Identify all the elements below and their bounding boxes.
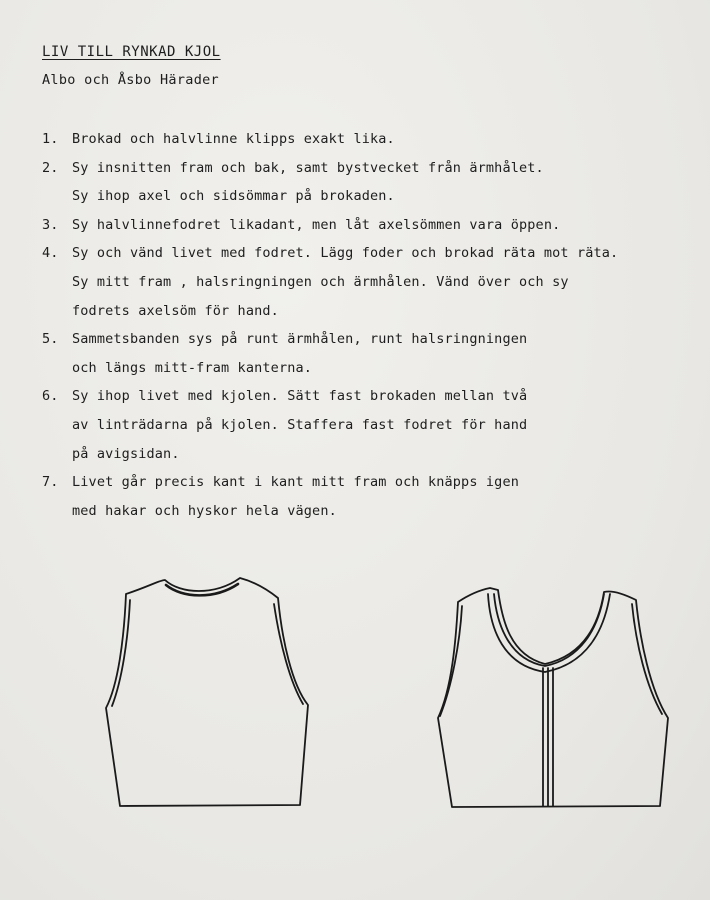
step-line: Sammetsbanden sys på runt ärmhålen, runt halsringningen [72, 331, 528, 348]
step-line: Sy halvlinnefodret likadant, men låt axelsömmen vara öppen. [72, 216, 561, 233]
step-line: Sy ihop axel och sidsömmar på brokaden. [72, 188, 395, 205]
step-line: av linträdarna på kjolen. Staffera fast fodret för hand [72, 416, 528, 433]
instruction-step [42, 468, 702, 525]
step-number: 3. [42, 216, 59, 233]
bodice-front-view [438, 588, 668, 807]
instruction-step [42, 211, 702, 240]
step-number: 5. [42, 331, 59, 348]
bodice-illustrations [0, 560, 710, 820]
step-line: Sy insnitten fram och bak, samt bystvecket från ärmhålet. [72, 159, 544, 176]
document-subtitle: Albo och Åsbo Härader [42, 72, 219, 88]
step-line: Sy mitt fram , halsringningen och ärmhålen. Vänd över och sy [72, 273, 569, 290]
step-line: Livet går precis kant i kant mitt fram och knäpps igen [72, 474, 519, 491]
step-line: Sy och vänd livet med fodret. Lägg foder och brokad räta mot räta. [72, 245, 619, 262]
step-number: 4. [42, 245, 59, 262]
step-number: 6. [42, 388, 59, 405]
instruction-step [42, 125, 702, 154]
step-line: Sy ihop livet med kjolen. Sätt fast brokaden mellan två [72, 388, 528, 405]
step-line: med hakar och hyskor hela vägen. [72, 502, 337, 519]
instruction-step [42, 382, 702, 468]
step-line: Brokad och halvlinne klipps exakt lika. [72, 131, 395, 147]
step-line: och längs mitt-fram kanterna. [72, 359, 313, 376]
step-number: 1. [42, 131, 59, 147]
document-title: LIV TILL RYNKAD KJOL [42, 44, 221, 60]
bodice-back-view [106, 578, 308, 806]
step-line: fodrets axelsöm för hand. [72, 302, 279, 319]
instruction-step [42, 325, 702, 382]
instruction-step [42, 239, 702, 325]
step-line: på avigsidan. [72, 445, 180, 462]
step-number: 2. [42, 159, 59, 176]
step-number: 7. [42, 474, 59, 491]
instruction-step [42, 154, 702, 211]
instruction-list [42, 125, 702, 525]
